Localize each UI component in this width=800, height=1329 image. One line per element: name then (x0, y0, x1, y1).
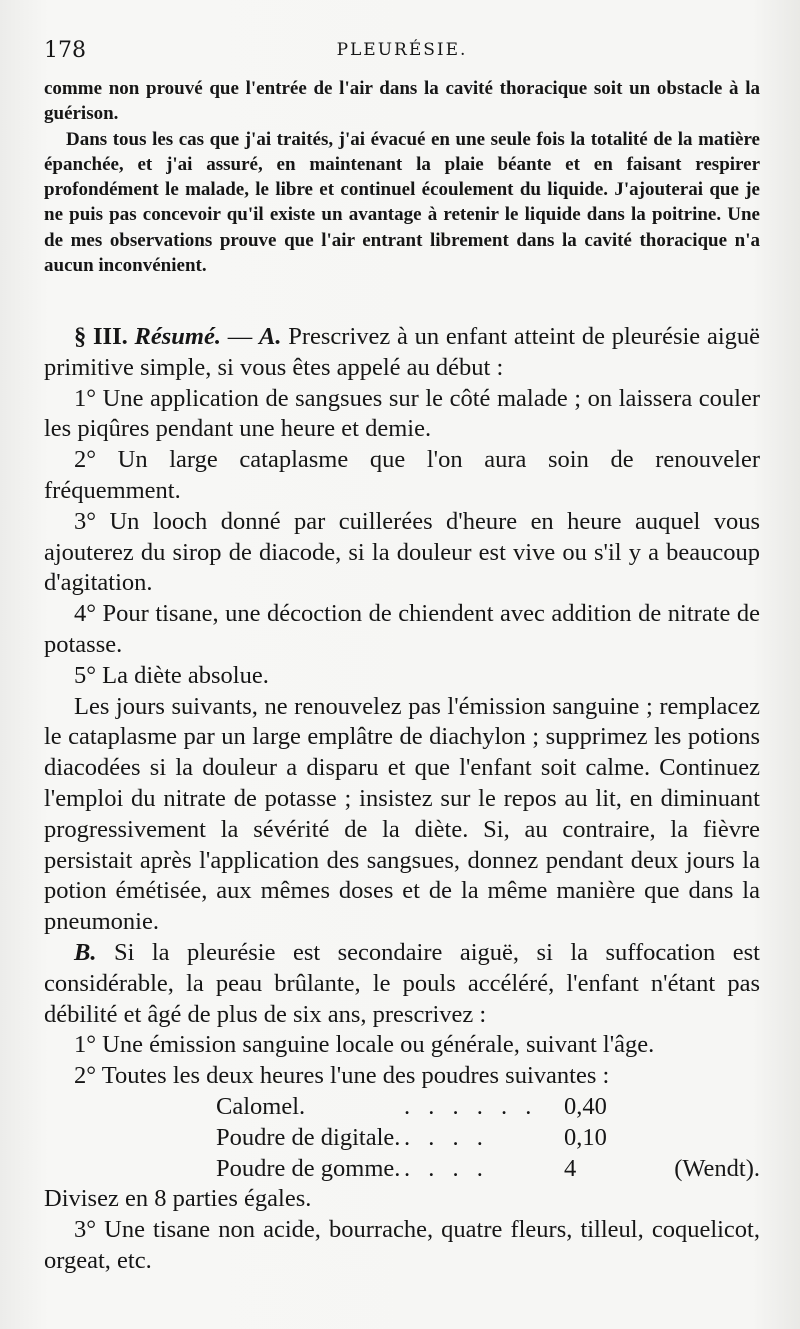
page-number: 178 (44, 38, 86, 63)
section-b-text: Si la pleurésie est secondaire aiguë, si la suffocation est considérable, la peau brûlante, le pouls accéléré, l'enfant n'étant pas débilité et âgé de plus de six ans, prescrivez : (44, 938, 760, 1028)
small-paragraph: comme non prouvé que l'entrée de l'air dans la cavité thoracique soit un obstacle à la guérison. (44, 78, 760, 125)
divide-instruction: Divisez en 8 parties égales. (44, 1185, 312, 1213)
section-heading: Résumé. (134, 323, 221, 350)
prescription-row (44, 1123, 760, 1154)
leader-dots: . . . . (404, 1154, 489, 1182)
ingredient-quantity: 0,10 (564, 1123, 607, 1151)
page-header (44, 38, 760, 66)
leader-dots: . . . . . . (404, 1092, 538, 1120)
list-item: 4° Pour tisane, une décoction de chiendent avec addition de nitrate de potasse. (44, 600, 760, 658)
subsection-b-label: B. (74, 938, 97, 966)
ingredient-name: Poudre de gomme. (216, 1154, 401, 1182)
list-item: 3° Une tisane non acide, bourrache, quatre fleurs, tilleul, coquelicot, orgeat, etc. (44, 1216, 760, 1274)
following-days-paragraph: Les jours suivants, ne renouvelez pas l'émission sanguine ; remplacez le cataplasme par un large emplâtre de diachylon ; supprimez les potions diacodées si la douleur a disparu et que l'enfant soit calme. Continuez l'emploi du nitrate de potasse ; insistez sur le repos au lit, en diminuant progressivement la sévérité de la diète. Si, au contraire, la fièvre persistait après l'application des sangsues, donnez pendant deux jours la potion émétisée, aux mêmes doses et de la même manière que dans la pneumonie. (44, 692, 760, 936)
ingredient-quantity: 0,40 (564, 1092, 607, 1120)
subsection-a-label: A. (258, 323, 282, 350)
section-dash: — (220, 323, 259, 350)
small-paragraph: Dans tous les cas que j'ai traités, j'ai évacué en une seule fois la totalité de la matière épanchée, et j'ai assuré, en maintenant la plaie béante et en faisant respirer profondément le malade, le libre et continuel écoulement du liquide. J'ajouterai que je ne puis pas concevoir qu'il existe un avantage à retenir le liquide dans la poitrine. Une de mes observations prouve que l'air entrant librement dans la cavité thoracique n'a aucun inconvénient. (44, 128, 760, 277)
ingredient-name: Calomel. (216, 1092, 306, 1120)
running-title: PLEURÉSIE. (336, 40, 468, 60)
list-item: 1° Une émission sanguine locale ou générale, suivant l'âge. (74, 1031, 655, 1059)
ingredient-note (644, 1092, 760, 1123)
section-b-paragraph (44, 938, 760, 1030)
list-item: 1° Une application de sangsues sur le côté malade ; on laissera couler les piqûres pendant une heure et demie. (44, 384, 760, 443)
section-heading-paragraph (44, 322, 760, 384)
main-text-block (44, 322, 760, 1277)
ingredient-note (644, 1123, 760, 1154)
section-mark: § III. (74, 323, 128, 350)
small-print-block (44, 76, 760, 278)
ingredient-name: Poudre de digitale. (216, 1123, 401, 1151)
leader-dots: . . . . (404, 1123, 489, 1151)
prescription-row (44, 1154, 760, 1185)
list-item: 2° Toutes les deux heures l'une des poudres suivantes : (74, 1062, 610, 1090)
list-item: 5° La diète absolue. (74, 661, 269, 689)
list-item: 2° Un large cataplasme que l'on aura soin de renouveler fréquemment. (44, 446, 760, 504)
ingredient-quantity: 4 (564, 1154, 577, 1182)
section-intro: Prescrivez à un enfant atteint de pleurésie aiguë primitive simple, si vous êtes appelé au début : (44, 323, 761, 381)
source-citation: (Wendt). (674, 1154, 760, 1182)
prescription-table (44, 1092, 760, 1184)
list-item: 3° Un looch donné par cuillerées d'heure en heure auquel vous ajouterez du sirop de diacode, si la douleur est vive ou s'il y a beaucoup d'agitation. (44, 507, 760, 597)
prescription-row (44, 1092, 760, 1123)
